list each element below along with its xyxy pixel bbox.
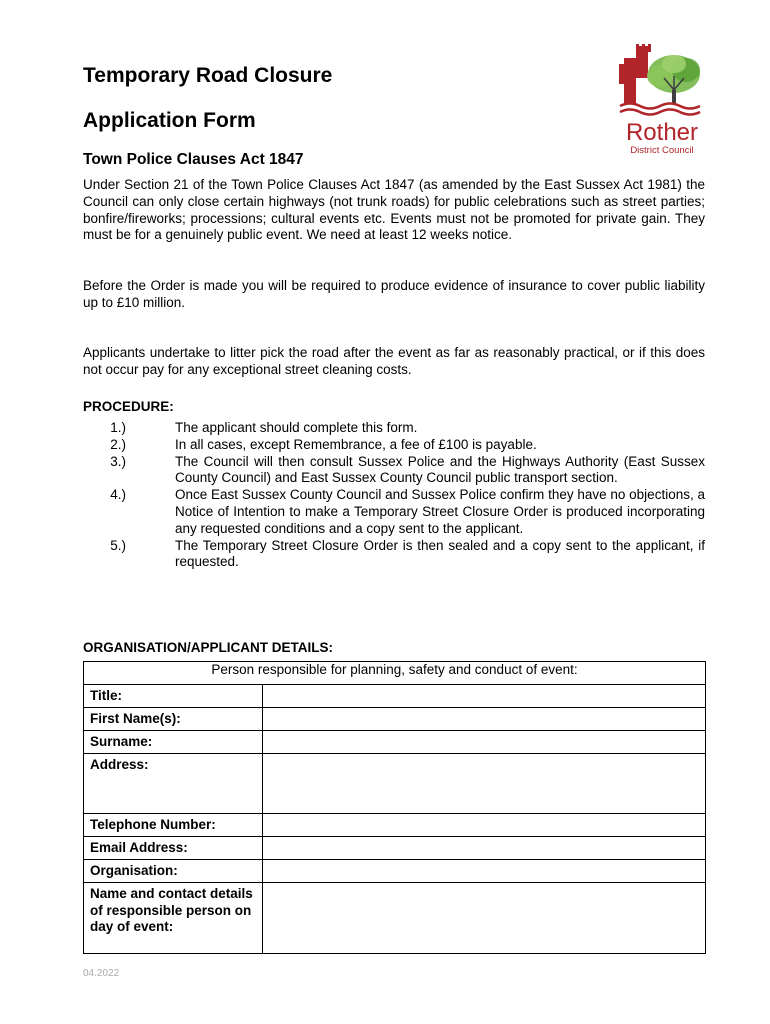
step-text: Once East Sussex County Council and Sussex Police confirm they have no objections, a Notice of Intention to make a Temporary Street Closure Order is produced incorporating any requested conditions and a copy sent to the applicant. [175, 487, 705, 536]
rother-logo [614, 38, 710, 158]
step-number: 5.) [110, 537, 126, 553]
step-text: The applicant should complete this form. [175, 420, 418, 435]
field-label-title: Title: [84, 685, 263, 708]
field-label-email: Email Address: [84, 837, 263, 860]
title-field[interactable] [263, 685, 706, 708]
table-caption: Person responsible for planning, safety and conduct of event: [84, 662, 706, 685]
step-text: In all cases, except Remembrance, a fee of £100 is payable. [175, 436, 537, 452]
telephone-field[interactable] [263, 814, 706, 837]
river-wave-icon [620, 104, 700, 115]
field-label-organisation: Organisation: [84, 860, 263, 883]
organisation-field[interactable] [263, 860, 706, 883]
email-field[interactable] [263, 837, 706, 860]
procedure-step [83, 487, 705, 537]
procedure-step [83, 538, 705, 572]
field-label-first-names: First Name(s): [84, 708, 263, 731]
address-field[interactable] [263, 754, 706, 814]
intro-paragraph-3: Applicants undertake to litter pick the road after the event as far as reasonably practical, or if this does not occur pay for any exceptional street cleaning costs. [83, 345, 705, 377]
field-label-address: Address: [84, 754, 263, 814]
intro-paragraph-2: Before the Order is made you will be required to produce evidence of insurance to cover public liability up to £10 million. [83, 278, 705, 310]
castle-tower-icon [619, 44, 651, 104]
procedure-heading: PROCEDURE: [83, 399, 174, 414]
tree-icon [647, 55, 700, 104]
applicant-details-table [83, 661, 706, 954]
procedure-step [83, 420, 705, 437]
act-heading: Town Police Clauses Act 1847 [83, 151, 304, 168]
first-names-field[interactable] [263, 708, 706, 731]
step-text: The Council will then consult Sussex Police and the Highways Authority (East Sussex County Council) and East Sussex County Council public transport section. [175, 453, 705, 486]
step-number: 1.) [110, 420, 126, 435]
logo-name: Rother [625, 119, 699, 146]
procedure-list [83, 420, 705, 571]
field-label-telephone: Telephone Number: [84, 814, 263, 837]
step-number: 2.) [110, 436, 126, 452]
step-text: The Temporary Street Closure Order is then sealed and a copy sent to the applicant, if requested. [175, 537, 705, 570]
procedure-step [83, 454, 705, 488]
logo-tagline: District Council [630, 145, 694, 156]
intro-paragraph-1: Under Section 21 of the Town Police Clauses Act 1847 (as amended by the East Sussex Act 1981) the Council can only close certain highways (not trunk roads) for public celebrations such as street parties; bonfire/fireworks; processions; cultural events etc. Events must not be promoted for private gain. They must be for a genuinely public event. We need at least 12 weeks notice. [83, 177, 705, 243]
form-subtitle: Application Form [83, 109, 256, 132]
surname-field[interactable] [263, 731, 706, 754]
field-label-surname: Surname: [84, 731, 263, 754]
version-footer: 04.2022 [83, 968, 120, 979]
form-title: Temporary Road Closure [83, 64, 333, 87]
step-number: 4.) [110, 487, 126, 503]
step-number: 3.) [110, 453, 126, 469]
field-label-contact-person: Name and contact details of responsible person on day of event: [84, 883, 263, 954]
details-heading: ORGANISATION/APPLICANT DETAILS: [83, 640, 333, 655]
procedure-step [83, 437, 705, 454]
contact-person-field[interactable] [263, 883, 706, 954]
